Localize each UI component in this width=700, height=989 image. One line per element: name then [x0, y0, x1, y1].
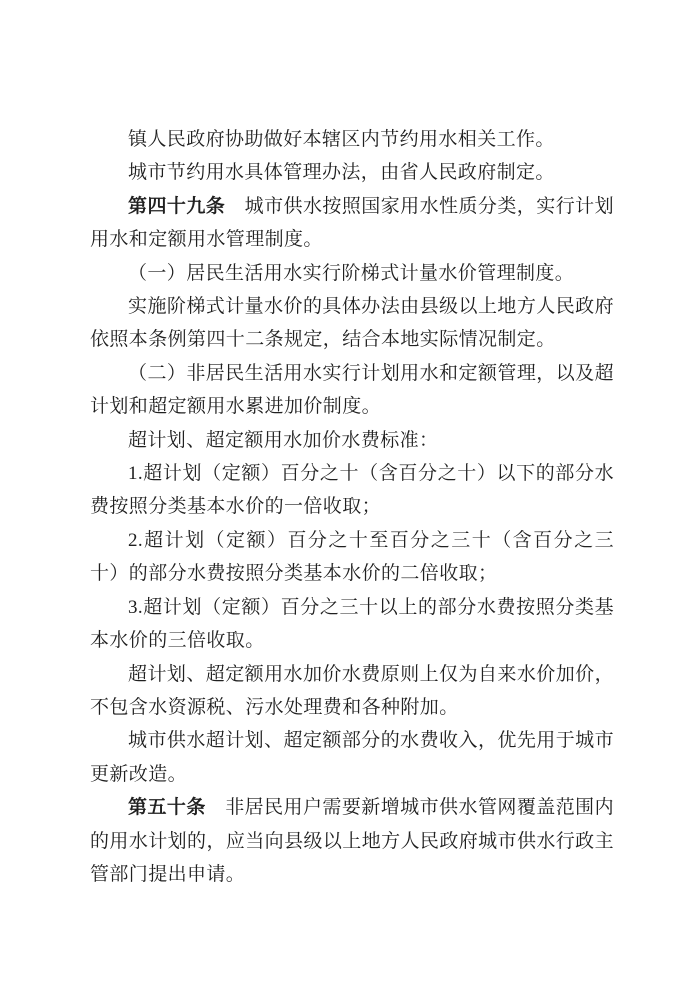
paragraph: [90, 424, 614, 457]
paragraph-article-49: [90, 190, 614, 257]
paragraph: [90, 290, 614, 357]
paragraph-subitem-1: [90, 457, 614, 524]
article-number: 第五十条: [128, 797, 206, 819]
paragraph-article-50: [90, 791, 614, 891]
paragraph-text: 城市供水超计划、超定额部分的水费收入，优先用于城市更新改造。: [90, 730, 614, 785]
paragraph-text: 非居民用户需要新增城市供水管网覆盖范围内的用水计划的，应当向县级以上地方人民政府城市供水行政主管部门提出申请。: [90, 797, 614, 885]
paragraph-text: （二）非居民生活用水实行计划用水和定额管理，以及超计划和超定额用水累进加价制度。: [90, 362, 614, 418]
paragraph: [90, 156, 614, 189]
paragraph-text: 镇人民政府协助做好本辖区内节约用水相关工作。: [128, 129, 555, 150]
paragraph-subitem-3: [90, 591, 614, 658]
paragraph: [90, 658, 614, 725]
paragraph-text: 1.超计划（定额）百分之十（含百分之十）以下的部分水费按照分类基本水价的一倍收取；: [90, 463, 614, 518]
document-text: [90, 123, 614, 891]
paragraph: [90, 123, 614, 156]
paragraph-text: 超计划、超定额用水加价水费标准：: [128, 429, 439, 451]
paragraph-text: 城市供水按照国家用水性质分类，实行计划用水和定额用水管理制度。: [90, 195, 614, 251]
paragraph-item-2: [90, 357, 614, 424]
paragraph-text: 超计划、超定额用水加价水费原则上仅为自来水价加价，不包含水资源税、污水处理费和各种附加。: [90, 663, 614, 718]
article-number: 第四十九条: [128, 195, 226, 217]
paragraph-text: 2.超计划（定额）百分之十至百分之三十（含百分之三十）的部分水费按照分类基本水价的二倍收取；: [90, 529, 614, 585]
paragraph-item-1: [90, 257, 614, 290]
paragraph: [90, 724, 614, 791]
paragraph-text: 3.超计划（定额）百分之三十以上的部分水费按照分类基本水价的三倍收取。: [90, 596, 614, 652]
paragraph-subitem-2: [90, 524, 614, 591]
paragraph-text: 实施阶梯式计量水价的具体办法由县级以上地方人民政府依照本条例第四十二条规定，结合本地实际情况制定。: [90, 296, 614, 351]
paragraph-text: 城市节约用水具体管理办法，由省人民政府制定。: [128, 162, 555, 184]
paragraph-text: （一）居民生活用水实行阶梯式计量水价管理制度。: [128, 262, 575, 284]
